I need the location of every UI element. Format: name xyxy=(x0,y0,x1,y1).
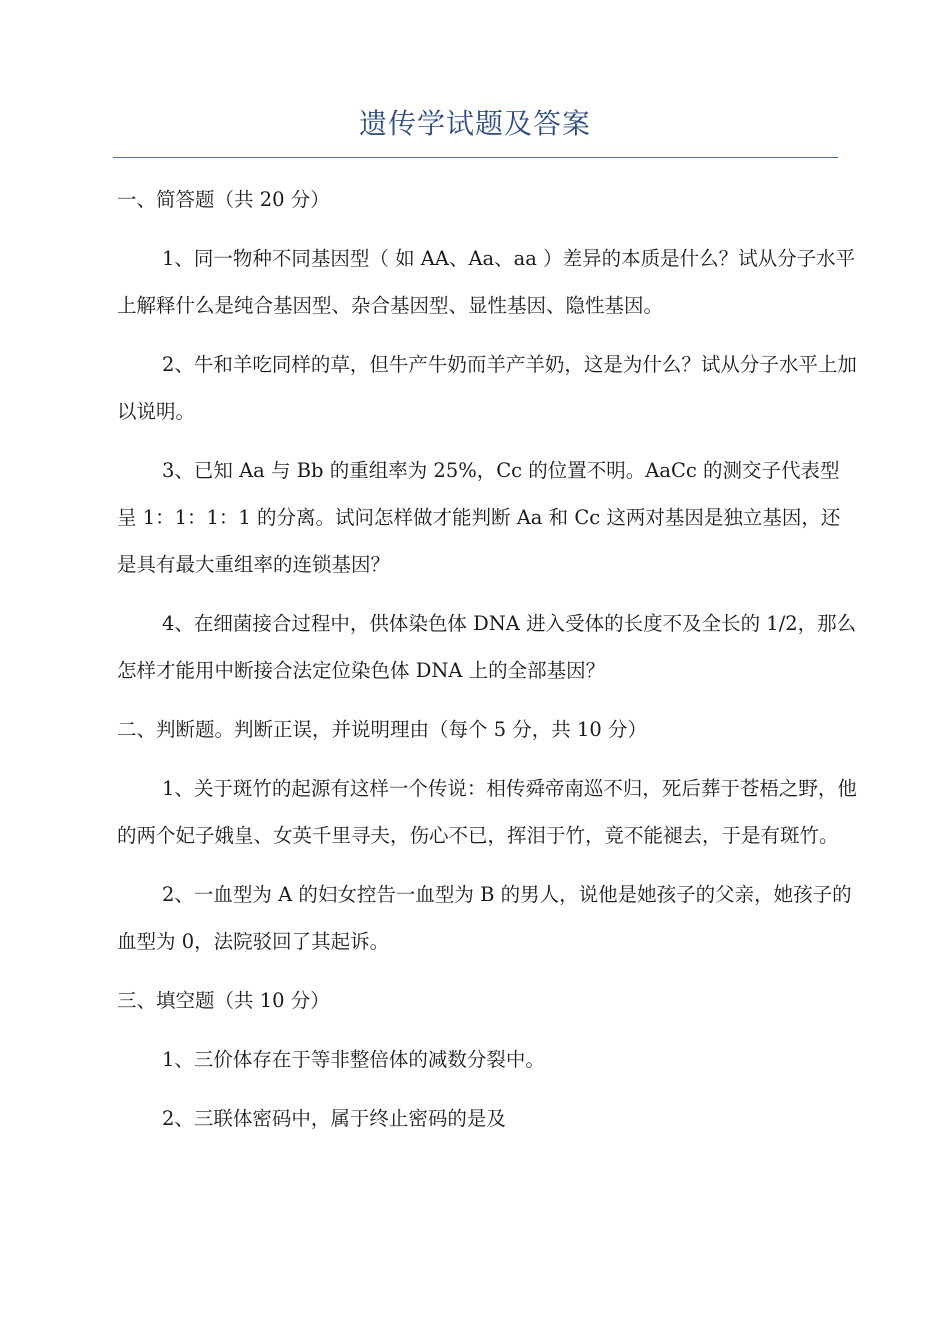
document-body xyxy=(117,176,857,1142)
document-title: 遗传学试题及答案 xyxy=(358,107,591,140)
question-3-1: 1、三价体存在于等非整倍体的减数分裂中。 xyxy=(162,1048,545,1071)
section-heading-fill-blank: 三、填空题（共 10 分） xyxy=(117,989,330,1012)
section-heading-true-false: 二、判断题。判断正误，并说明理由（每个 5 分，共 10 分） xyxy=(117,718,648,741)
question-1-4: 4、在细菌接合过程中，供体染色体 DNA 进入受体的长度不及全长的 1/2，那么怎样才能用中断接合法定位染色体 DNA 上的全部基因？ xyxy=(117,612,857,682)
question-2-2: 2、一血型为 A 的妇女控告一血型为 B 的男人，说他是她孩子的父亲，她孩子的血型为 0，法院驳回了其起诉。 xyxy=(117,883,852,953)
section-heading-short-answer: 一、简答题（共 20 分） xyxy=(117,188,330,211)
question-1-2: 2、牛和羊吃同样的草，但牛产牛奶而羊产羊奶，这是为什么？试从分子水平上加以说明。 xyxy=(117,353,857,423)
question-1-1: 1、同一物种不同基因型（ 如 AA、Aa、aa ）差异的本质是什么？试从分子水平上解释什么是纯合基因型、杂合基因型、显性基因、隐性基因。 xyxy=(117,247,856,317)
question-1-3: 3、已知 Aa 与 Bb 的重组率为 25%，Cc 的位置不明。AaCc 的测交子代表型呈 1：1：1：1 的分离。试问怎样做才能判断 Aa 和 Cc 这两对基因是独立基因，还是具有最大重组率的连锁基因？ xyxy=(117,459,841,576)
question-2-1: 1、关于斑竹的起源有这样一个传说：相传舜帝南巡不归，死后葬于苍梧之野，他的两个妃子娥皇、女英千里寻夫，伤心不已，挥泪于竹，竟不能褪去，于是有斑竹。 xyxy=(117,777,857,847)
question-3-2: 2、三联体密码中，属于终止密码的是及 xyxy=(162,1107,506,1130)
title-divider xyxy=(113,157,838,158)
